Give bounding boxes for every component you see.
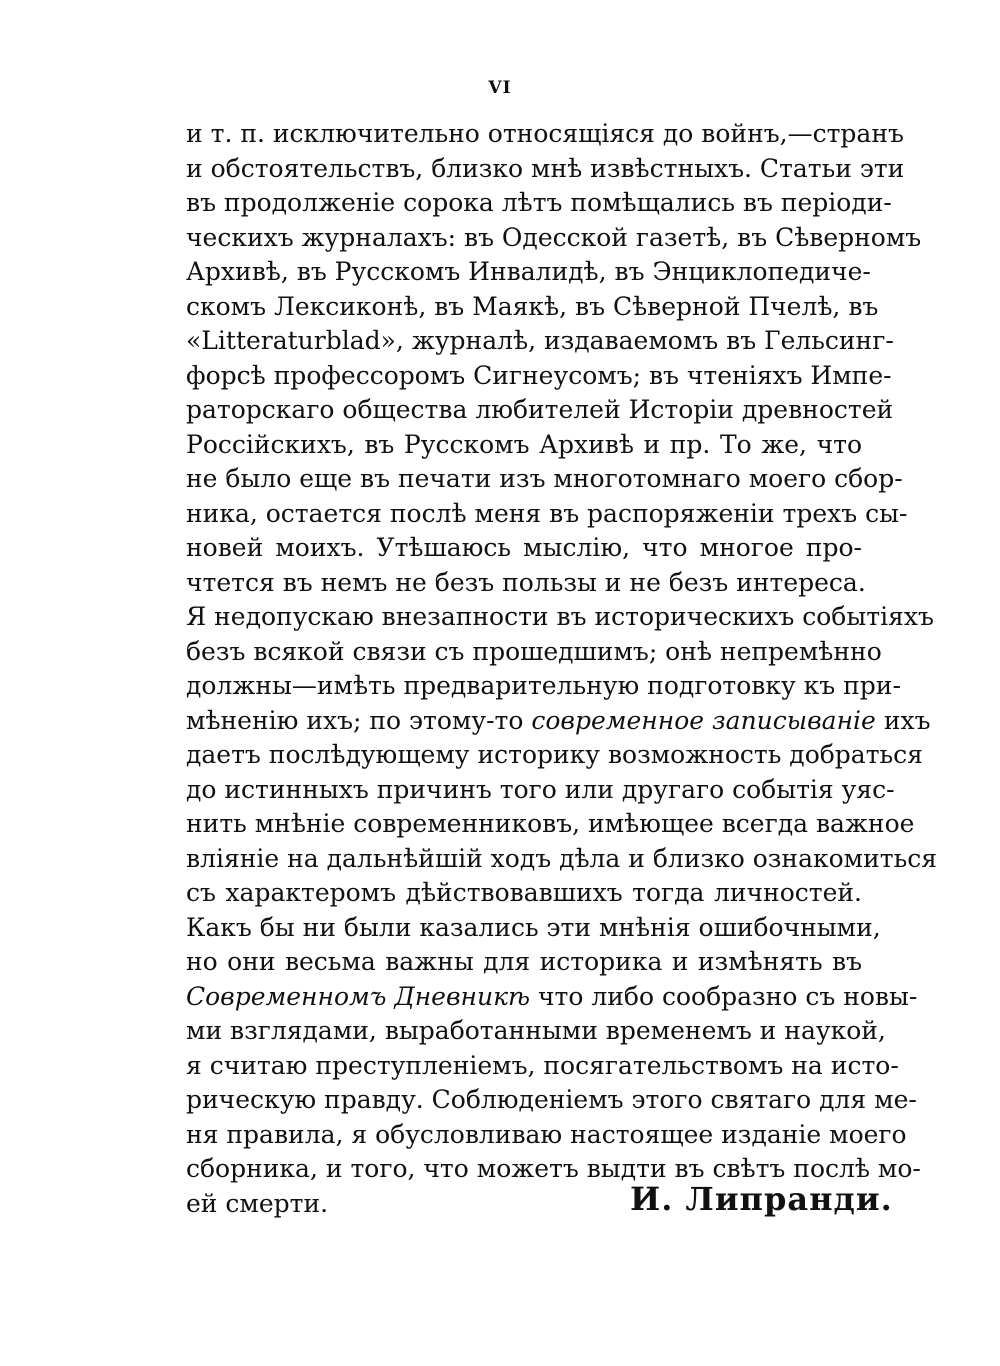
text-line: ника, остается послѣ меня въ распоряженіи трехъ сы- <box>186 498 908 528</box>
text-line-with-italic <box>186 704 931 739</box>
text-segment: ихъ <box>883 705 931 735</box>
text-line: ми взглядами, выработанными временемъ и наукой, <box>186 1016 886 1045</box>
text-line: сборника, и того, что можетъ выдти въ свѣтъ послѣ мо- <box>186 1154 921 1183</box>
text-line: «Litteraturblad», журналѣ, издаваемомъ въ Гельсинг- <box>186 326 894 355</box>
author-signature: И. Липранди. <box>630 1180 893 1218</box>
text-line-with-italic <box>186 980 918 1015</box>
text-line: и обстоятельствъ, близко мнѣ извѣстныхъ. Статьи эти <box>186 153 905 183</box>
text-line: ня правила, я обусловливаю настоящее изданіе моего <box>186 1119 907 1149</box>
italic-phrase: Современномъ Дневникѣ <box>186 981 531 1011</box>
text-line: раторскаго общества любителей Исторіи древностей <box>186 395 894 424</box>
text-line: Архивѣ, въ Русскомъ Инвалидѣ, въ Энциклопедиче- <box>186 257 871 286</box>
text-line: вліяніе на дальнѣйшій ходъ дѣла и близко ознакомиться <box>186 843 937 873</box>
text-segment: мѣненію ихъ; по этому-то <box>186 705 524 735</box>
text-segment: что либо сообразно съ новы- <box>538 981 918 1011</box>
text-line: съ характеромъ дѣйствовавшихъ тогда личностей. <box>186 878 862 907</box>
text-line: и т. п. исключительно относящіяся до войнъ,—странъ <box>186 119 904 148</box>
text-line: безъ всякой связи съ прошедшимъ; онѣ непремѣнно <box>186 636 882 666</box>
text-line: не было еще въ печати изъ многотомнаго моего сбор- <box>186 464 903 493</box>
page-number: VI <box>488 78 512 98</box>
italic-phrase: современное записываніе <box>531 705 876 735</box>
text-line: Какъ бы ни были казались эти мнѣнія ошибочными, <box>186 912 881 942</box>
text-line: должны—имѣть предварительную подготовку къ при- <box>186 671 901 700</box>
text-line: новей моихъ. Утѣшаюсь мыслію, что многое про- <box>186 533 862 562</box>
text-line: Россійскихъ, въ Русскомъ Архивѣ и пр. То же, что <box>186 429 862 459</box>
text-line: скомъ Лексиконѣ, въ Маякѣ, въ Сѣверной Пчелѣ, въ <box>186 291 879 321</box>
text-line: до истинныхъ причинъ того или другаго событія уяс- <box>186 774 895 804</box>
text-line: Я недопускаю внезапности въ историческихъ событіяхъ <box>186 602 934 631</box>
text-line: рическую правду. Соблюденіемъ этого святаго для ме- <box>186 1085 917 1114</box>
text-line: чтется въ немъ не безъ пользы и не безъ интереса. <box>186 567 866 597</box>
text-line: но они весьма важны для историка и измѣнять въ <box>186 947 862 976</box>
text-line: въ продолженіе сорока лѣтъ помѣщались въ періоди- <box>186 188 892 217</box>
text-line: ей смерти. <box>186 1188 329 1218</box>
text-line: форсѣ профессоромъ Сигнеусомъ; въ чтеніяхъ Импе- <box>186 360 892 390</box>
text-line: даетъ послѣдующему историку возможность добраться <box>186 740 923 769</box>
text-line: нить мнѣніе современниковъ, имѣющее всегда важное <box>186 809 915 838</box>
body-text <box>186 117 937 1221</box>
text-line: ческихъ журналахъ: въ Одесской газетѣ, въ Сѣверномъ <box>186 222 922 252</box>
text-line: я считаю преступленіемъ, посягательствомъ на исто- <box>186 1050 899 1080</box>
